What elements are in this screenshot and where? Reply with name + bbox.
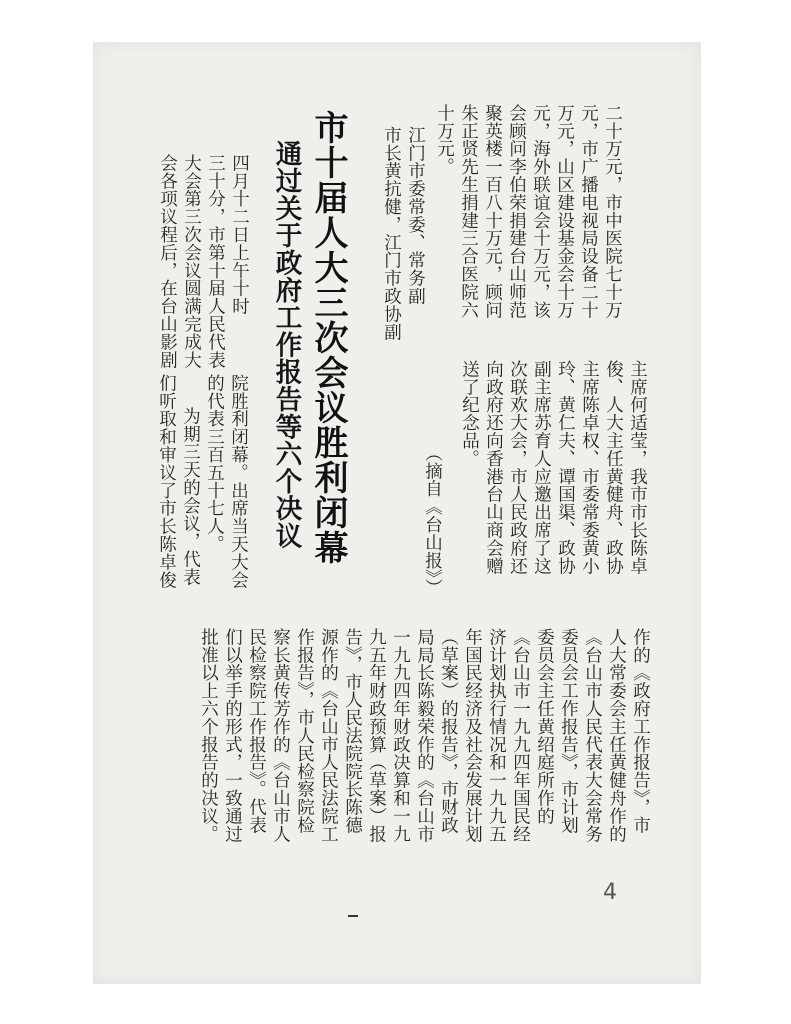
text-column: 大会第三次会议圆满完成大 [181,154,202,369]
text-column: 主席何适莹，我市市长陈卓 [627,360,648,575]
text-column: 聚英楼一百八十万元，顾问 [482,104,503,319]
source-note: （摘自《台山报》） [422,444,443,597]
text-column: 四月十二日上午十时 [229,154,250,316]
text-column: 作的《政府工作报告》，市 [630,628,651,835]
text-column: 察长黄传芳作的《台山市人 [270,628,291,843]
text-column: 委员会工作报告》，市计划 [558,628,579,835]
text-column: 送了纪念品。 [459,360,480,468]
page-number: 4 [603,880,617,905]
text-column: 告》，市人民法院院长陈德 [342,628,363,835]
text-column: 源作的《台山市人民法院工 [318,628,339,843]
text-column: 江门市委常委、常务副 [405,126,426,305]
text-column: 主席陈卓权、市委常委黄小 [579,360,600,575]
text-column: 委员会主任黄绍庭所作的 [534,628,555,825]
text-column: 十万元。 [434,104,455,176]
text-column: 年国民经济及社会发展计划 [462,628,483,843]
bottom-mark [348,915,358,917]
text-column: 院胜利闭幕。出席当天大会 [228,374,249,589]
text-column: 万元，山区建设基金会十万 [554,104,575,319]
text-column: 《台山市人民代表大会常务 [582,628,603,843]
text-column: 一九九四年财政决算和一九 [390,628,411,843]
subheadline: 通过关于政府工作报告等六个决议 [270,140,302,550]
text-column: 局局长陈毅荣作的《台山市 [414,628,435,843]
text-column: 俊、人大主任黄健舟、政协 [603,360,624,575]
text-column: 玲、黄仁夫、谭国渠、政协 [555,360,576,575]
text-column: 的代表三百五十七人。 [204,374,225,553]
text-column: 民检察院工作报告》。代表 [246,628,267,835]
text-column: 元，市广播电视局设备二十 [578,104,599,319]
text-column: 们以举手的形式，一致通过 [222,628,243,843]
text-column: 二十万元，市中医院七十万 [602,104,623,319]
text-column: 作报告》，市人民检察院检 [294,628,315,835]
text-column: 会顾问李伯荣捐建台山师范 [506,104,527,319]
text-column: 人大常委会主任黄健舟作的 [606,628,627,843]
text-column: 次联欢大会，市人民政府还 [507,360,528,575]
text-column: 《台山市一九九四年国民经 [510,628,531,843]
text-column: 副主席苏育人应邀出席了这 [531,360,552,575]
text-column: （草案）的报告》，市财政 [438,628,459,835]
text-column: 批准以上六个报告的决议。 [198,628,219,843]
text-column: 九五年财政预算（草案）报 [366,628,387,843]
text-column: 济计划执行情况和一九九五 [486,628,507,843]
text-column: 朱正贤先生捐建三合医院六 [458,104,479,319]
text-column: 们听取和审议了市长陈卓俊 [156,374,177,589]
headline: 市十届人大三次会议胜利闭幕 [308,110,348,565]
text-column: 为期三天的会议，代表 [180,407,201,586]
text-column: 元，海外联谊会十万元，该 [530,104,551,319]
text-column: 市长黄抗健，江门市政协副 [381,126,402,341]
text-column: 三十分，市第十届人民代表 [205,154,226,369]
text-column: 向政府还向香港台山商会赠 [483,360,504,575]
book-page [93,42,701,984]
text-column: 会各项议程后，在台山影剧 [157,154,178,369]
